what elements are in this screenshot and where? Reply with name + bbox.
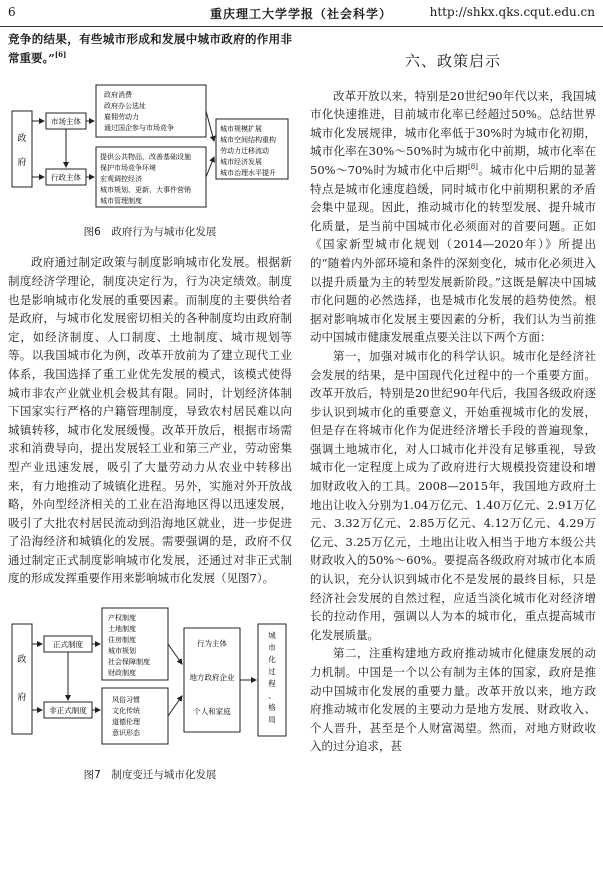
paragraph: 第二，注重构建地方政府推动城市化健康发展的动力机制。中国是一个以公有制为主体的国家，政府是推动中国城市化发展的重要力量。改革开放以来，地方政府推动城市化发展的主要动力是地方发展、财政收入、个人晋升，甚至是个人财富渴望。然而，对地方财政收入的过分追求，甚 bbox=[310, 646, 596, 754]
result-label bbox=[268, 630, 276, 724]
admin-items bbox=[100, 152, 191, 205]
figure-7 bbox=[8, 604, 292, 784]
section-title: 六、政策启示 bbox=[404, 52, 501, 70]
paragraph: 第一，加强对城市化的科学认识。城市化是经济社会发展的结果，是中国现代化过程中的一个重要方面。改革开放后，特别是20世纪90年代后，我国各级政府逐步认识到城市化的重要意义，开始重视城市化的发展，但是存在将城市化作为促进经济增长手段的普遍现象，强调土地城市化，对人口城市化并没有足够重视，导致城市化一定程度上成为了政府进行大规模投资建设和增加财政收入的工具。2008—2015年，我国地方政府土地出让收入分别为1.04万亿元、1.40万亿元、2.91万亿元、3.32万亿元、2.85万亿元、4.12万亿元、4.29万亿元、3.25万亿元，土地出让收入相当于地方本级公共财政收入的50%～60%。要提高各级政府对城市化本质的认识，充分认识到城市化不是发展的最终目标，只是经济社会发展的自然过程，应适当淡化城市化对经济增长的拉动作用，强调以人为本的城市化，重点提高城市化发展质量。 bbox=[310, 348, 596, 642]
result-char: 局 bbox=[268, 715, 276, 725]
admin-item: 城市规划、更新、大事件营销 bbox=[100, 186, 191, 195]
actors-mid: 地方政府企业 bbox=[189, 673, 235, 683]
paragraph: 竞争的结果，有些城市形成和发展中城市政府的作用非常重要。”[6] bbox=[8, 32, 292, 65]
left-column bbox=[8, 30, 292, 796]
figure-6-caption: 图6 政府行为与城市化发展 bbox=[83, 225, 217, 238]
formal-item: 社会保障制度 bbox=[108, 658, 150, 667]
informal-item: 文化传统 bbox=[112, 707, 140, 716]
market-item: 雇佣劳动力 bbox=[104, 113, 139, 122]
result-char: 城 bbox=[268, 631, 276, 641]
citation-ref: [8] bbox=[468, 163, 478, 172]
admin-actor: 行政主体 bbox=[51, 173, 81, 183]
formal-item: 土地制度 bbox=[108, 625, 136, 634]
result-char: 化 bbox=[268, 655, 276, 665]
outcome-item: 城市空间结构重构 bbox=[220, 136, 276, 145]
market-item: 政府消费 bbox=[104, 91, 132, 100]
outcome-item: 城市规模扩展 bbox=[220, 125, 262, 134]
figure-6 bbox=[8, 81, 292, 241]
market-item: 通过国企参与市场竞争 bbox=[104, 124, 174, 133]
gov-label-b: 府 bbox=[17, 693, 27, 704]
paragraph: 改革开放以来，特别是20世纪90年代以来，我国城市化快速推进，目前城市化率已经超过50%。总结世界城市化发展规律，城市化率低于30%时为城市化初期，城市化率在30%～50%时为城市化中前期，城市化率在50%～70%时为城市化中后期[8]。城市化中后期的显著特点是城市化速度趋缓，同时城市化中前期积累的矛盾会集中显现。因此，推动城市化的转型发展、提升城市化质量，是当前中国城市化必须面对的首要问题。正如《国家新型城市化规划（2014—2020年）》所提出的“随着内外部环境和条件的深刻变化，城市化必须进入以提升质量为主的转型发展新阶段。”这既是解决中国城市化问题的必然选择，也是城市化发展的趋势使然。根据对影响城市化发展主要因素的分析，我们认为当前推动中国城市健康发展重点要关注以下两个方面： bbox=[310, 88, 597, 345]
result-char: 过 bbox=[268, 667, 276, 677]
paragraph: 政府通过制定政策与制度影响城市化发展。根据新制度经济学理论，制度决定行为，行为决定绩效。制度也是影响城市化发展的重要因素。而制度的主要供给者是政府，与城市化发展密切相关的各种制度均由政府制定，如经济制度、人口制度、土地制度、城市规划等等。以我国城市化为例，改革开放前为了建立现代工业体系，我国选择了重工业优先发展的模式，该模式使得城市非农产业就业机会极其有限。同时，计划经济体制下国家实行严格的户籍管理制度，导致农村居民难以向城镇转移，城市化发展缓慢。改革开放后，根据市场需求和消费导向，提出发展轻工业和第三产业，劳动密集型产业迅速发展，吸引了大量劳动力从农业中转移出来，有力地推动了城镇化进程。另外，实施对外开放战略，外向型经济相关的工业在沿海地区得以迅速发展，吸引了大批农村居民流动到沿海地区就业，进一步促进了沿海经济和城镇化的发展。需要强调的是，政府不仅通过制定正式制度影响城市化发展，还通过对非正式制度的形成发挥重要作用来影响城市化发展（见图7）。 bbox=[8, 255, 292, 586]
right-column bbox=[310, 30, 596, 756]
admin-item: 保护市场竞争环境 bbox=[100, 164, 156, 173]
outcome-item: 城市经济发展 bbox=[220, 158, 262, 167]
gov-label-b: 府 bbox=[17, 158, 27, 169]
formal-item: 城市规划 bbox=[108, 647, 136, 656]
running-header bbox=[0, 0, 603, 27]
formal-item: 财政制度 bbox=[108, 669, 136, 678]
market-items bbox=[104, 90, 174, 132]
market-actor: 市场主体 bbox=[51, 117, 81, 127]
result-char: 、 bbox=[268, 691, 276, 701]
actors-bottom: 个人和家庭 bbox=[193, 707, 231, 717]
outcome-items bbox=[220, 124, 276, 177]
result-char: 格 bbox=[268, 703, 276, 713]
figure-7-diagram bbox=[8, 604, 292, 754]
figure-7-caption: 图7 制度变迁与城市化发展 bbox=[83, 768, 217, 781]
formal-item: 住房制度 bbox=[108, 636, 136, 645]
outcome-item: 城市治理水平提升 bbox=[220, 169, 276, 178]
informal-items bbox=[112, 695, 141, 737]
outcome-item: 劳动力迁移流动 bbox=[220, 147, 269, 156]
page-number: 6 bbox=[8, 5, 16, 19]
admin-item: 提供公共物品，改善基础设施 bbox=[100, 153, 191, 162]
informal-item: 风俗习惯 bbox=[112, 696, 140, 705]
gov-label-a: 政 bbox=[17, 655, 27, 666]
journal-url: http://shkx.qks.cqut.edu.cn bbox=[429, 5, 595, 19]
journal-title: 重庆理工大学学报（社会科学） bbox=[210, 7, 393, 21]
formal-items bbox=[108, 613, 150, 677]
formal-item: 产权制度 bbox=[108, 614, 136, 623]
admin-item: 城市管理制度 bbox=[100, 197, 142, 206]
gov-label-a: 政 bbox=[17, 134, 27, 145]
figure-6-diagram bbox=[8, 81, 292, 211]
formal-institution: 正式制度 bbox=[53, 640, 83, 650]
result-char: 程 bbox=[268, 679, 276, 689]
informal-item: 意识形态 bbox=[112, 729, 140, 738]
citation-ref: [6] bbox=[54, 49, 67, 59]
admin-item: 宏观调控经济 bbox=[100, 175, 142, 184]
informal-institution: 非正式制度 bbox=[49, 706, 87, 716]
result-char: 市 bbox=[268, 643, 276, 653]
market-item: 政府办公选址 bbox=[104, 102, 146, 111]
actors-top: 行为主体 bbox=[197, 639, 227, 649]
informal-item: 道德伦理 bbox=[112, 718, 140, 727]
